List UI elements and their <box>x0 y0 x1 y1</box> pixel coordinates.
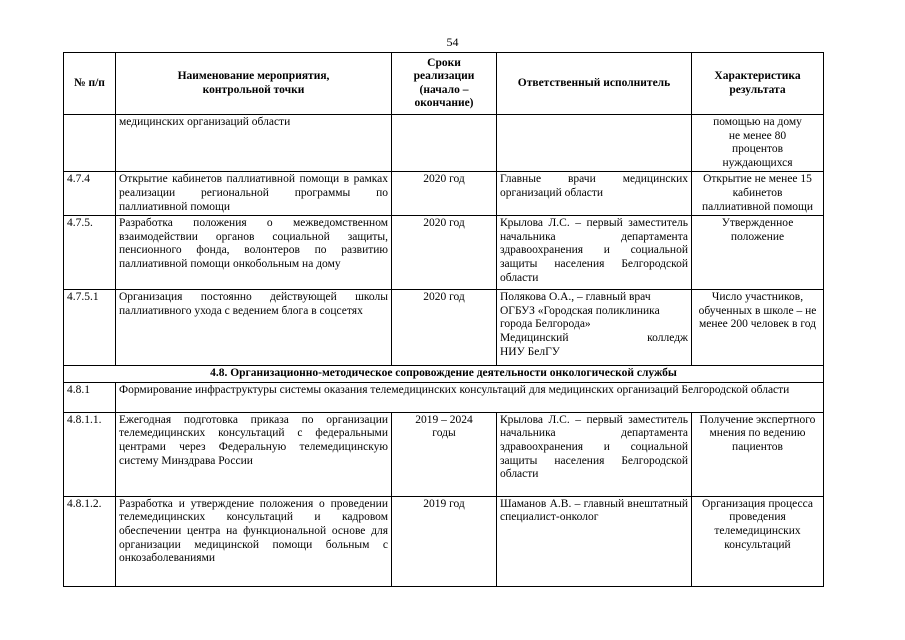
header-result: Характеристика результата <box>692 53 824 115</box>
header-name: Наименование мероприятия, контрольной точки <box>116 53 392 115</box>
row-responsible: Главные врачи медицинских организаций области <box>497 172 692 216</box>
header-timing: Сроки реализации (начало – окончание) <box>392 53 497 115</box>
row-responsible: Крылова Л.С. – первый заместитель начальника департамента здравоохранения и социальной защиты населения Белгородской области <box>497 216 692 290</box>
row-responsible <box>497 290 692 366</box>
activities-table <box>63 52 824 587</box>
section-heading: 4.8. Организационно-методическое сопровождение деятельности онкологической службы <box>64 366 824 383</box>
row-num: 4.7.5. <box>64 216 116 290</box>
row-num: 4.8.1.1. <box>64 412 116 496</box>
row-timing: 2020 год <box>392 172 497 216</box>
row-name: Организация постоянно действующей школы паллиативного ухода с ведением блога в соцсетях <box>116 290 392 366</box>
section-row <box>64 366 824 383</box>
header-responsible: Ответственный исполнитель <box>497 53 692 115</box>
row-num: 4.8.1 <box>64 382 116 412</box>
row-timing: 2020 год <box>392 290 497 366</box>
table-row <box>64 496 824 586</box>
row-name: Ежегодная подготовка приказа по организации телемедицинских консультаций с федеральными центрами через Федеральную телемедицинскую систему Минздрава России <box>116 412 392 496</box>
header-num: № п/п <box>64 53 116 115</box>
row-name: Открытие кабинетов паллиативной помощи в рамках реализации региональной программы по паллиативной помощи <box>116 172 392 216</box>
responsible-line: ОГБУЗ «Городская поликлиника <box>500 304 660 317</box>
row-result: Получение экспертного мнения по ведению пациентов <box>692 412 824 496</box>
row-name: медицинских организаций области <box>116 115 392 172</box>
row-result: Открытие не менее 15 кабинетов паллиативной помощи <box>692 172 824 216</box>
row-name: Разработка и утверждение положения о проведении телемедицинских консультаций и кадровом обеспечении центра на функциональной основе для организации медицинской помощи больным с онкозаболеваниями <box>116 496 392 586</box>
row-num: 4.7.4 <box>64 172 116 216</box>
table-row <box>64 412 824 496</box>
row-timing: 2019 год <box>392 496 497 586</box>
row-responsible: Крылова Л.С. – первый заместитель начальника департамента здравоохранения и социальной защиты населения Белгородской области <box>497 412 692 496</box>
row-responsible: Шаманов А.В. – главный внештатный специалист-онколог <box>497 496 692 586</box>
row-result: помощью на дому не менее 80 процентов нуждающихся <box>692 115 824 172</box>
responsible-line: НИУ БелГУ <box>500 345 560 358</box>
row-name: Разработка положения о межведомственном взаимодействии органов социальной защиты, пенсионного фонда, волонтеров по развитию паллиативной помощи онкобольным на дому <box>116 216 392 290</box>
row-result: Утвержденное положение <box>692 216 824 290</box>
row-timing: 2020 год <box>392 216 497 290</box>
responsible-line: города Белгорода» <box>500 318 591 331</box>
responsible-line: Полякова О.А., – главный врач <box>500 291 651 304</box>
row-result: Организация процесса проведения телемедицинских консультаций <box>692 496 824 586</box>
row-result: Число участников, обученных в школе – не менее 200 человек в год <box>692 290 824 366</box>
row-timing <box>392 115 497 172</box>
table-row <box>64 115 824 172</box>
page-number: 54 <box>446 35 459 49</box>
table-row <box>64 172 824 216</box>
row-num: 4.8.1.2. <box>64 496 116 586</box>
responsible-line: Медицинский колледж <box>500 331 688 344</box>
row-responsible <box>497 115 692 172</box>
row-num: 4.7.5.1 <box>64 290 116 366</box>
table-row <box>64 382 824 412</box>
row-name: Формирование инфраструктуры системы оказания телемедицинских консультаций для медицинских организаций Белгородской области <box>116 382 824 412</box>
row-num <box>64 115 116 172</box>
table-header-row <box>64 53 824 115</box>
row-timing: 2019 – 2024 годы <box>392 412 497 496</box>
table-row <box>64 290 824 366</box>
table-row <box>64 216 824 290</box>
